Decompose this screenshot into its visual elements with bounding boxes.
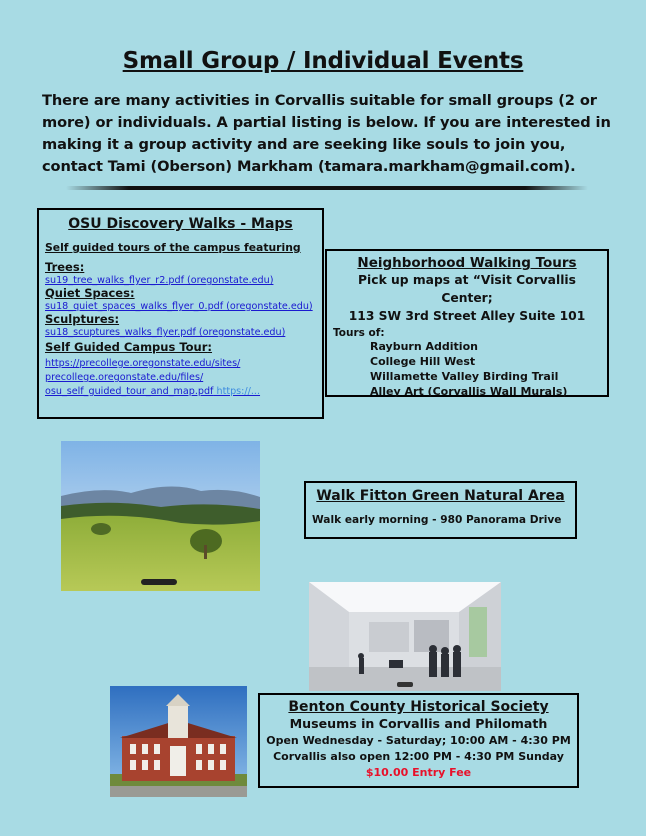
osu-heading: OSU Discovery Walks - Maps	[68, 216, 293, 232]
intro-paragraph: There are many activities in Corvallis suitable for small groups (2 or more) or individuals. A partial listing is below. If you are interested in making it a group activity and are seeking like souls to join you, contact Tami (Oberson) Markham (tamara.markham@gmail.com).	[42, 92, 611, 175]
museum-interior-photo	[309, 582, 501, 691]
campus-tour-link-tail[interactable]: https://...	[216, 386, 261, 397]
quiet-spaces-label: Quiet Spaces:	[45, 286, 135, 300]
sculptures-label: Sculptures:	[45, 312, 120, 326]
neighborhood-line1: Pick up maps at “Visit Corvallis Center;	[358, 273, 576, 305]
tour-item: College Hill West	[370, 355, 476, 368]
benton-line1: Museums in Corvallis and Philomath	[289, 716, 548, 731]
campus-tour-link[interactable]: https://precollege.oregonstate.edu/sites/ precollege.oregonstate.edu/files/ osu_self_guided_tour_and_map.pdf https://...	[45, 358, 261, 397]
trees-link[interactable]: su19_tree_walks_flyer_r2.pdf (oregonstate.edu)	[45, 275, 274, 286]
fitton-green-photo	[61, 441, 260, 591]
neighborhood-line2: 113 SW 3rd Street Alley Suite 101	[348, 309, 586, 323]
courthouse-photo	[110, 686, 247, 797]
benton-heading: Benton County Historical Society	[288, 699, 549, 715]
campus-tour-label: Self Guided Campus Tour:	[45, 340, 213, 354]
quiet-spaces-link[interactable]: su18_quiet_spaces_walks_flyer_0.pdf (oregonstate.edu)	[45, 301, 313, 312]
trees-label: Trees:	[45, 260, 85, 274]
sculptures-link[interactable]: su18_scuptures_walks_flyer.pdf (oregonstate.edu)	[45, 327, 286, 338]
neighborhood-tours-box	[325, 249, 609, 397]
tour-item: Willamette Valley Birding Trail	[370, 370, 559, 383]
benton-hours: Open Wednesday - Saturday; 10:00 AM - 4:30 PM	[266, 734, 571, 747]
fitton-heading: Walk Fitton Green Natural Area	[316, 488, 565, 504]
benton-history-box	[258, 693, 579, 788]
osu-subheading: Self guided tours of the campus featuring	[45, 241, 301, 254]
neighborhood-heading: Neighborhood Walking Tours	[357, 255, 577, 271]
fitton-green-box	[304, 481, 577, 539]
tour-item: Rayburn Addition	[370, 340, 478, 353]
tours-label: Tours of:	[333, 327, 385, 339]
divider	[66, 186, 588, 190]
osu-walks-box	[37, 208, 324, 419]
benton-sunday-hours: Corvallis also open 12:00 PM - 4:30 PM Sunday	[273, 750, 564, 763]
page-title: Small Group / Individual Events	[122, 48, 524, 74]
tour-item: Alley Art (Corvallis Wall Murals)	[370, 385, 568, 398]
fitton-line: Walk early morning - 980 Panorama Drive	[312, 514, 562, 526]
entry-fee: $10.00 Entry Fee	[365, 766, 472, 779]
